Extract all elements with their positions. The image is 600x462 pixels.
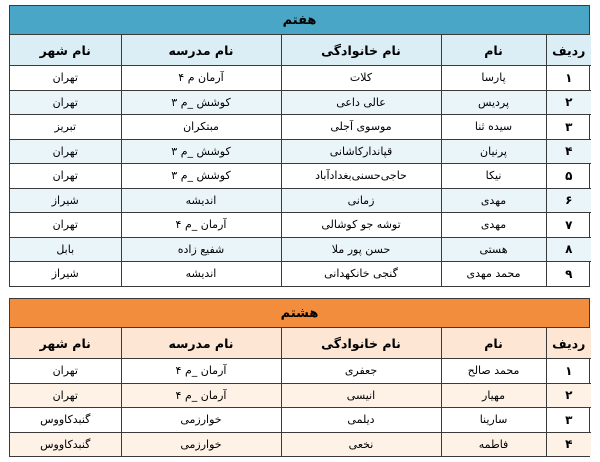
grade-7-table-block [9, 5, 590, 287]
first-name-cell: پارسا [441, 66, 546, 91]
grade-7-title: هفتم [10, 6, 589, 35]
grade-8-header-row [10, 328, 591, 359]
family-name-cell: دیلمی [281, 408, 441, 433]
first-name-cell: محمد صالح [441, 359, 546, 384]
family-name-cell: انیسی [281, 383, 441, 408]
row-number-cell: ۴ [546, 432, 591, 456]
header-first-name: نام [441, 328, 546, 359]
first-name-cell: سارینا [441, 408, 546, 433]
family-name-cell: توشه جو کوشالی [281, 213, 441, 238]
family-name-cell: حسن پور ملا [281, 237, 441, 262]
family-name-cell: گنجی خانکهدانی [281, 262, 441, 286]
row-number-cell: ۱ [546, 359, 591, 384]
school-name-cell: شفیع زاده [121, 237, 281, 262]
first-name-cell: پردیس [441, 90, 546, 115]
header-family-name: نام خانوادگی [281, 35, 441, 66]
table-row [10, 359, 591, 384]
city-name-cell: تهران [10, 90, 121, 115]
table-row [10, 164, 591, 189]
row-number-cell: ۵ [546, 164, 591, 189]
school-name-cell: اندیشه [121, 188, 281, 213]
table-row [10, 139, 591, 164]
city-name-cell: تهران [10, 139, 121, 164]
table-row [10, 66, 591, 91]
city-name-cell: تهران [10, 66, 121, 91]
first-name-cell: نیکا [441, 164, 546, 189]
row-number-cell: ۳ [546, 408, 591, 433]
school-name-cell: مبتکران [121, 115, 281, 140]
first-name-cell: مهدی [441, 213, 546, 238]
table-row [10, 262, 591, 286]
first-name-cell: محمد مهدی [441, 262, 546, 286]
family-name-cell: زمانی [281, 188, 441, 213]
row-number-cell: ۳ [546, 115, 591, 140]
row-number-cell: ۸ [546, 237, 591, 262]
school-name-cell: کوشش _م ۳ [121, 139, 281, 164]
school-name-cell: کوشش _م ۳ [121, 164, 281, 189]
family-name-cell: عالی داعی [281, 90, 441, 115]
grade-7-header-row [10, 35, 591, 66]
school-name-cell: خوارزمی [121, 408, 281, 433]
header-city-name: نام شهر [10, 35, 121, 66]
row-number-cell: ۲ [546, 90, 591, 115]
table-row [10, 90, 591, 115]
row-number-cell: ۷ [546, 213, 591, 238]
family-name-cell: موسوی آجلی [281, 115, 441, 140]
family-name-cell: قپاندارکاشانی [281, 139, 441, 164]
first-name-cell: مهدی [441, 188, 546, 213]
table-row [10, 408, 591, 433]
family-name-cell: کلات [281, 66, 441, 91]
header-row-number: ردیف [546, 35, 591, 66]
city-name-cell: گنبدکاووس [10, 432, 121, 456]
city-name-cell: تهران [10, 359, 121, 384]
grade-8-table-block [9, 298, 590, 457]
school-name-cell: آرمان _م ۴ [121, 359, 281, 384]
city-name-cell: شیراز [10, 262, 121, 286]
grade-7-body [10, 66, 591, 286]
city-name-cell: تهران [10, 164, 121, 189]
first-name-cell: سیده ثنا [441, 115, 546, 140]
family-name-cell: حاجی‌حسنی‌بغدادآباد [281, 164, 441, 189]
city-name-cell: تهران [10, 383, 121, 408]
table-row [10, 115, 591, 140]
header-school-name: نام مدرسه [121, 35, 281, 66]
city-name-cell: بابل [10, 237, 121, 262]
first-name-cell: پرنیان [441, 139, 546, 164]
row-number-cell: ۶ [546, 188, 591, 213]
table-row [10, 213, 591, 238]
row-number-cell: ۹ [546, 262, 591, 286]
family-name-cell: نخعی [281, 432, 441, 456]
row-number-cell: ۲ [546, 383, 591, 408]
school-name-cell: کوشش _م ۳ [121, 90, 281, 115]
grade-8-body [10, 359, 591, 457]
grade-7-table [10, 35, 591, 286]
city-name-cell: تهران [10, 213, 121, 238]
header-row-number: ردیف [546, 328, 591, 359]
school-name-cell: آرمان _م ۴ [121, 383, 281, 408]
table-row [10, 237, 591, 262]
city-name-cell: تبریز [10, 115, 121, 140]
school-name-cell: اندیشه [121, 262, 281, 286]
table-row [10, 188, 591, 213]
city-name-cell: شیراز [10, 188, 121, 213]
grade-8-table [10, 328, 591, 456]
table-row [10, 432, 591, 456]
school-name-cell: آرمان _م ۴ [121, 213, 281, 238]
header-city-name: نام شهر [10, 328, 121, 359]
city-name-cell: گنبدکاووس [10, 408, 121, 433]
first-name-cell: مهیار [441, 383, 546, 408]
first-name-cell: هستی [441, 237, 546, 262]
school-name-cell: آرمان م ۴ [121, 66, 281, 91]
row-number-cell: ۴ [546, 139, 591, 164]
first-name-cell: فاطمه [441, 432, 546, 456]
header-family-name: نام خانوادگی [281, 328, 441, 359]
school-name-cell: خوارزمی [121, 432, 281, 456]
row-number-cell: ۱ [546, 66, 591, 91]
header-school-name: نام مدرسه [121, 328, 281, 359]
family-name-cell: جعفری [281, 359, 441, 384]
grade-8-title: هشتم [10, 299, 589, 328]
header-first-name: نام [441, 35, 546, 66]
table-row [10, 383, 591, 408]
